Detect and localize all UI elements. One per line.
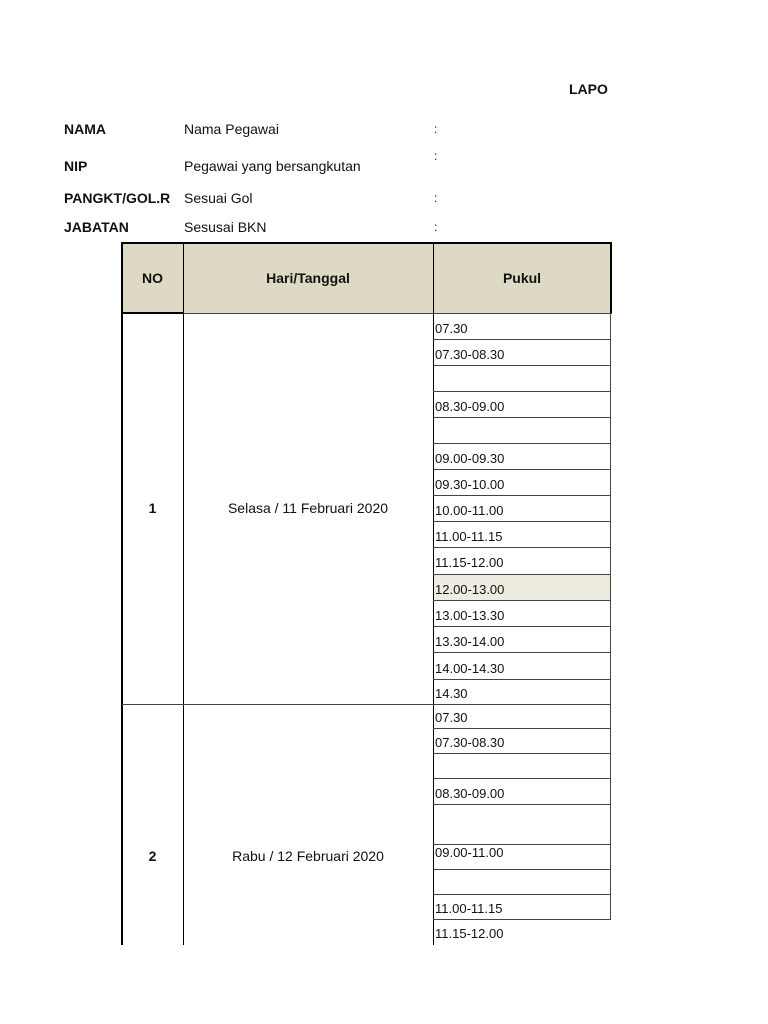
field-value-nama: Nama Pegawai (184, 121, 279, 137)
time-slot (433, 804, 611, 844)
table-border (433, 443, 611, 444)
table-border (433, 600, 611, 601)
table-border (433, 574, 611, 575)
time-slot: 08.30-09.00 (435, 399, 505, 414)
table-border (433, 728, 611, 729)
time-slot: 07.30-08.30 (435, 347, 505, 362)
field-label-nama: NAMA (64, 121, 106, 137)
field-colon-jabatan: : (434, 220, 438, 234)
table-border (433, 313, 434, 945)
time-slot: 11.00-11.15 (435, 901, 503, 916)
table-border (121, 312, 183, 314)
table-border (433, 679, 611, 680)
time-slot: 07.30-08.30 (435, 735, 505, 750)
table-border (122, 704, 611, 705)
table-border (183, 313, 612, 314)
table-border (433, 753, 611, 754)
time-slot: 13.00-13.30 (435, 608, 505, 623)
table-border (610, 242, 612, 314)
time-slot: 10.00-11.00 (435, 503, 504, 518)
time-slot (433, 417, 611, 443)
table-border (433, 652, 611, 653)
time-slot: 13.30-14.00 (435, 634, 505, 649)
field-label-nip: NIP (64, 158, 88, 174)
header-no: NO (122, 243, 183, 313)
time-slot (433, 869, 611, 894)
table-border (121, 242, 612, 244)
field-colon-pangkat: : (434, 191, 438, 205)
table-border (433, 626, 611, 627)
time-slot (433, 365, 611, 391)
time-slot: 07.30 (435, 710, 468, 725)
field-value-nip: Pegawai yang bersangkutan (184, 158, 361, 174)
time-slot: 11.15-12.00 (435, 926, 504, 941)
time-slot-highlighted: 12.00-13.00 (433, 574, 611, 600)
time-slot: 11.00-11.15 (435, 529, 503, 544)
table-border (433, 417, 611, 418)
table-border (433, 844, 611, 845)
time-slot: 08.30-09.00 (435, 786, 505, 801)
time-slot: 09.30-10.00 (435, 477, 505, 492)
header-date: Hari/Tanggal (183, 243, 433, 313)
field-label-pangkat: PANGKT/GOL.R (64, 190, 171, 206)
table-border (610, 313, 611, 920)
row-date: Selasa / 11 Februari 2020 (227, 500, 389, 516)
time-slot: 11.15-12.00 (435, 555, 504, 570)
field-value-jabatan: Sesusai BKN (184, 219, 267, 235)
time-slot: 14.30 (435, 686, 468, 701)
table-border (433, 547, 611, 548)
table-border (121, 242, 123, 314)
row-date: Rabu / 12 Februari 2020 (232, 848, 384, 864)
table-border (433, 339, 611, 340)
field-colon-nip: : (434, 149, 438, 163)
table-border (433, 869, 611, 870)
time-slot: 09.00-11.00 (435, 845, 504, 860)
table-border (183, 243, 184, 313)
time-slot: 09.00-09.30 (435, 451, 505, 466)
table-border (121, 313, 123, 945)
field-colon-nama: : (434, 122, 438, 136)
table-border (183, 313, 184, 945)
table-border (433, 521, 611, 522)
table-border (433, 391, 611, 392)
table-border (433, 804, 611, 805)
table-border (433, 919, 611, 920)
time-slot (433, 753, 611, 778)
time-slot: 07.30 (435, 321, 468, 336)
table-border (433, 469, 611, 470)
header-time: Pukul (433, 243, 611, 313)
row-number: 1 (148, 500, 157, 516)
report-title: LAPO (569, 81, 608, 97)
table-border (433, 243, 434, 313)
row-number: 2 (148, 848, 157, 864)
table-border (433, 894, 611, 895)
table-border (433, 495, 611, 496)
table-border (433, 365, 611, 366)
table-border (433, 778, 611, 779)
time-slot: 14.00-14.30 (435, 661, 505, 676)
field-label-jabatan: JABATAN (64, 219, 129, 235)
field-value-pangkat: Sesuai Gol (184, 190, 253, 206)
